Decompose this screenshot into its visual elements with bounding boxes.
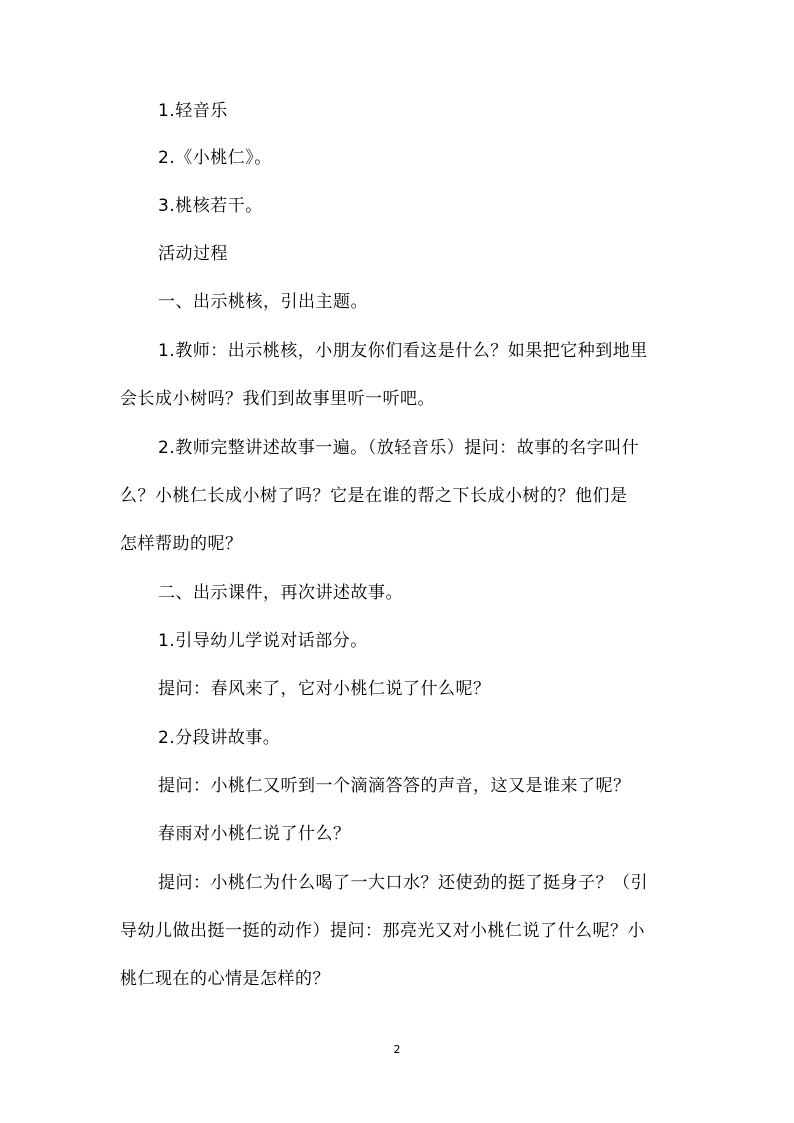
paragraph-line: 导幼儿做出挺一挺的动作）提问：那亮光又对小桃仁说了什么呢？小: [120, 921, 645, 941]
section-heading-activity-process: 活动过程: [158, 244, 228, 264]
paragraph-line: 提问：小桃仁为什么喝了一大口水？还使劲的挺了挺身子？（引: [158, 873, 648, 893]
paragraph-line: 提问：春风来了，它对小桃仁说了什么呢？: [158, 679, 491, 699]
step-heading-2: 二、出示课件，再次讲述故事。: [158, 583, 403, 603]
material-item-2: 2.《小桃仁》。: [158, 148, 272, 168]
material-item-3: 3.桃核若干。: [158, 196, 263, 216]
paragraph-line: 2.分段讲故事。: [158, 728, 281, 748]
paragraph-line: 么？小桃仁长成小树了吗？它是在谁的帮之下长成小树的？他们是: [120, 486, 628, 506]
material-item-1: 1.轻音乐: [158, 101, 228, 121]
step-heading-1: 一、出示桃核，引出主题。: [158, 292, 368, 312]
paragraph-line: 桃仁现在的心情是怎样的？: [120, 969, 330, 989]
page-number: 2: [393, 1043, 401, 1056]
paragraph-line: 怎样帮助的呢？: [120, 534, 243, 554]
paragraph-line: 1.教师：出示桃核，小朋友你们看这是什么？如果把它种到地里: [158, 341, 648, 361]
paragraph-line: 春雨对小桃仁说了什么？: [158, 824, 351, 844]
paragraph-line: 提问：小桃仁又听到一个滴滴答答的声音，这又是谁来了呢？: [158, 776, 631, 796]
paragraph-line: 会长成小树吗？我们到故事里听一听吧。: [120, 389, 435, 409]
paragraph-line: 1.引导幼儿学说对话部分。: [158, 631, 368, 651]
paragraph-line: 2.教师完整讲述故事一遍。（放轻音乐）提问：故事的名字叫什: [158, 438, 640, 458]
